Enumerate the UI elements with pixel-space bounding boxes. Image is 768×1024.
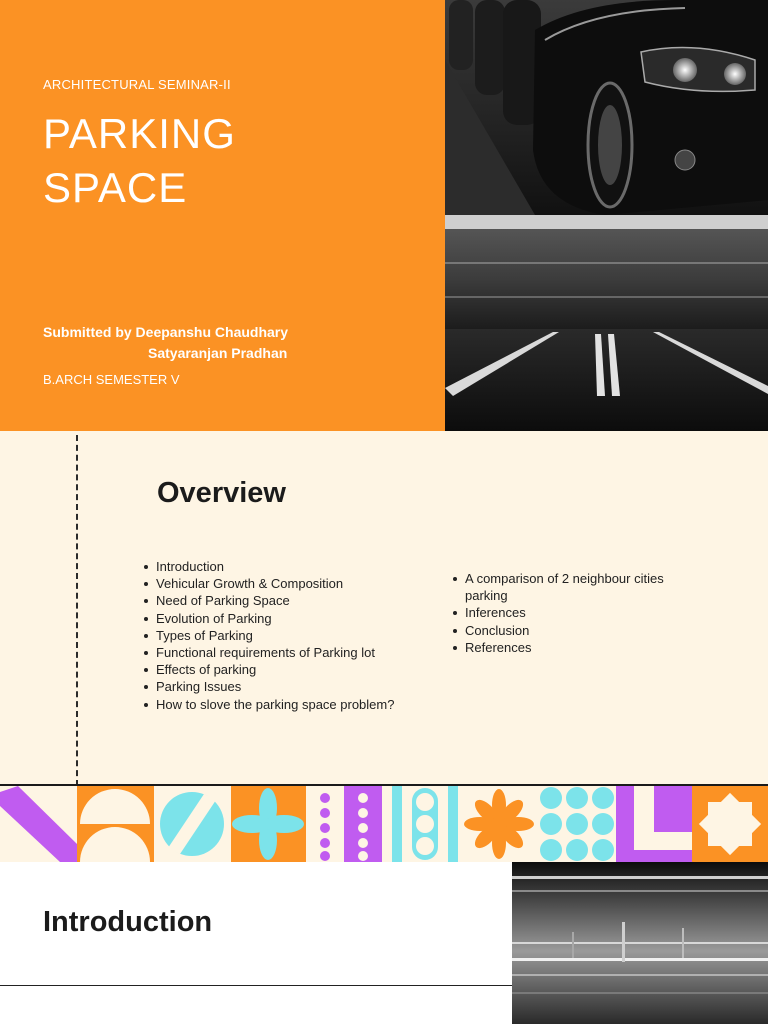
title-line-1: PARKING (43, 110, 236, 157)
garage-interior-photo (512, 862, 768, 1024)
car-parking-illustration (445, 0, 768, 431)
section-rule (0, 985, 512, 986)
seminar-label: ARCHITECTURAL SEMINAR-II (43, 77, 231, 92)
semester-label: B.ARCH SEMESTER V (43, 372, 180, 387)
list-item: Conclusion (453, 622, 703, 639)
dashed-divider (76, 435, 78, 786)
list-item: Need of Parking Space (144, 592, 414, 609)
decorative-pattern-band (0, 784, 768, 862)
title-line-2: SPACE (43, 164, 188, 211)
overview-section (0, 431, 768, 786)
list-item: Types of Parking (144, 627, 414, 644)
list-item: Inferences (453, 604, 703, 621)
overview-list-right (453, 570, 703, 656)
cover-section (0, 0, 768, 431)
geometric-pattern (0, 786, 768, 862)
introduction-title: Introduction (43, 906, 213, 938)
list-item: Evolution of Parking (144, 610, 414, 627)
overview-list-left (144, 558, 414, 713)
cover-panel (0, 0, 445, 431)
list-item: References (453, 639, 703, 656)
submitted-line-2: Satyaranjan Pradhan (148, 345, 288, 361)
car-parking-photo (445, 0, 768, 431)
list-item: A comparison of 2 neighbour cities parking (453, 570, 703, 604)
list-item: Effects of parking (144, 661, 414, 678)
submitted-by (43, 322, 288, 364)
list-item: Functional requirements of Parking lot (144, 644, 414, 661)
list-item: How to slove the parking space problem? (144, 696, 414, 713)
page-title (43, 107, 236, 215)
submitted-line-1: Submitted by Deepanshu Chaudhary (43, 324, 289, 340)
introduction-section (0, 862, 768, 1024)
list-item: Vehicular Growth & Composition (144, 575, 414, 592)
list-item: Parking Issues (144, 678, 414, 695)
garage-interior-illustration (512, 862, 768, 1024)
overview-title: Overview (157, 477, 286, 509)
list-item: Introduction (144, 558, 414, 575)
